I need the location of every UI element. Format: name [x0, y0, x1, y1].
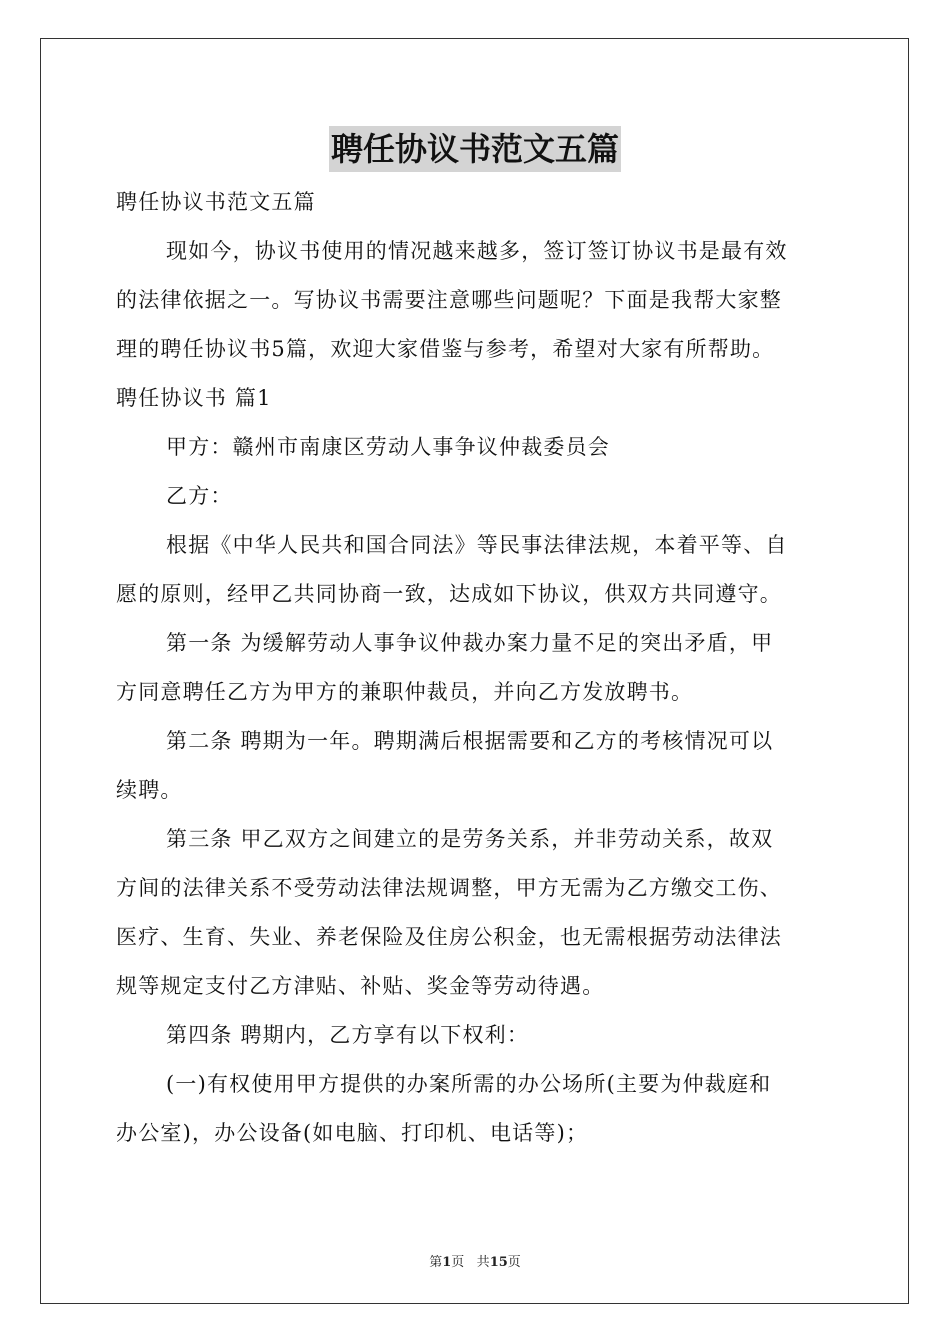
current-page-number: 1	[442, 1255, 452, 1270]
section-heading: 聘任协议书 篇1	[116, 386, 272, 410]
body-line: 第三条 甲乙双方之间建立的是劳务关系，并非劳动关系，故双	[166, 827, 774, 851]
total-prefix: 共	[476, 1255, 490, 1270]
body-line: 规等规定支付乙方津贴、补贴、奖金等劳动待遇。	[116, 974, 605, 998]
page-footer	[0, 1251, 950, 1270]
body-line: 理的聘任协议书5篇，欢迎大家借鉴与参考，希望对大家有所帮助。	[116, 337, 775, 361]
body-line: 方间的法律关系不受劳动法律法规调整，甲方无需为乙方缴交工伤、	[116, 876, 782, 900]
title-container	[0, 126, 950, 172]
body-line: 聘任协议书范文五篇	[116, 190, 316, 214]
body-line: 愿的原则，经甲乙共同协商一致，达成如下协议，供双方共同遵守。	[116, 582, 782, 606]
body-line: 第二条 聘期为一年。聘期满后根据需要和乙方的考核情况可以	[166, 729, 774, 753]
body-line: 的法律依据之一。写协议书需要注意哪些问题呢？下面是我帮大家整	[116, 288, 782, 312]
page-prefix: 第	[429, 1255, 443, 1270]
body-line: 续聘。	[116, 778, 183, 802]
body-line: 方同意聘任乙方为甲方的兼职仲裁员，并向乙方发放聘书。	[116, 680, 694, 704]
body-line: 第一条 为缓解劳动人事争议仲裁办案力量不足的突出矛盾，甲	[166, 631, 774, 655]
body-line: 现如今，协议书使用的情况越来越多，签订签订协议书是最有效	[166, 239, 788, 263]
body-line: (一)有权使用甲方提供的办案所需的办公场所(主要为仲裁庭和	[166, 1072, 772, 1096]
document-body	[116, 178, 834, 1158]
body-line: 办公室)，办公设备(如电脑、打印机、电话等)；	[116, 1121, 589, 1145]
total-suffix: 页	[507, 1255, 521, 1270]
total-page-count: 15	[489, 1255, 508, 1270]
body-line: 第四条 聘期内，乙方享有以下权利：	[166, 1023, 530, 1047]
body-line: 根据《中华人民共和国合同法》等民事法律法规，本着平等、自	[166, 533, 788, 557]
body-line: 医疗、生育、失业、养老保险及住房公积金，也无需根据劳动法律法	[116, 925, 782, 949]
page-suffix: 页	[451, 1255, 465, 1270]
document-title: 聘任协议书范文五篇	[329, 126, 621, 172]
body-line: 乙方：	[166, 484, 233, 508]
body-line: 甲方：赣州市南康区劳动人事争议仲裁委员会	[166, 435, 610, 459]
